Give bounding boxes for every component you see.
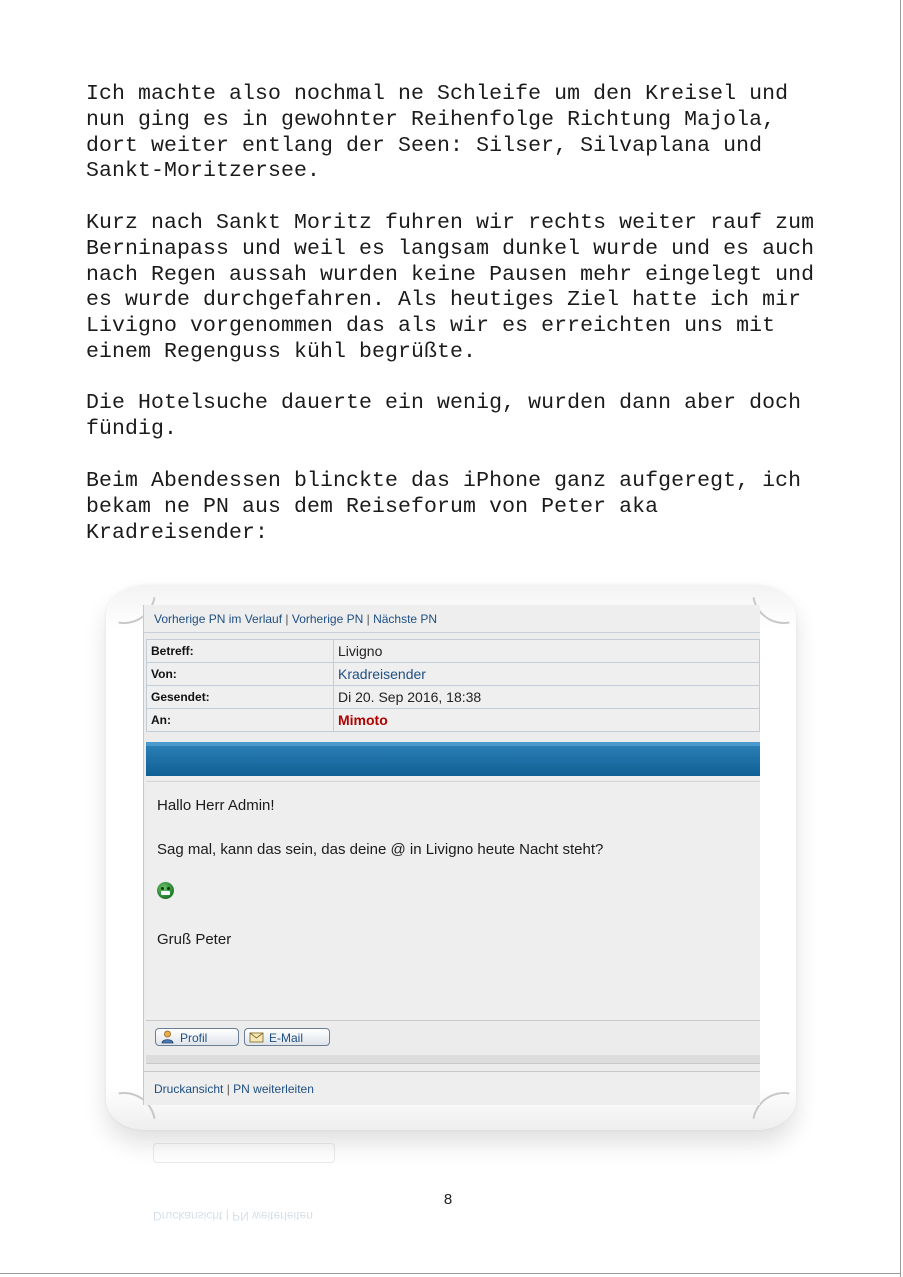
from-row (147, 663, 760, 686)
message-text: Sag mal, kann das sein, das deine @ in Livigno heute Nacht steht? (157, 841, 604, 858)
sent-row (147, 686, 760, 709)
reflection-separator: | (225, 1209, 229, 1223)
subject-label: Betreff: (147, 640, 334, 663)
grin-smiley-icon (157, 882, 174, 899)
forward-pm-link[interactable]: PN weiterleiten (233, 1082, 314, 1096)
prev-pm-in-thread-link[interactable]: Vorherige PN im Verlauf (154, 612, 283, 626)
reflection-print-view: Druckansicht (153, 1209, 223, 1223)
sent-label: Gesendet: (147, 686, 334, 709)
to-label: An: (147, 709, 334, 732)
pm-nav-top (144, 605, 760, 633)
pm-header-table (146, 639, 760, 732)
reflection-forward: PN weiterleiten (232, 1209, 313, 1223)
message-greeting: Hallo Herr Admin! (157, 797, 275, 814)
email-button-label: E-Mail (269, 1031, 304, 1045)
nav-separator: | (285, 612, 289, 626)
prev-pm-link[interactable]: Vorherige PN (291, 612, 364, 626)
profile-button[interactable] (155, 1028, 239, 1046)
reflection-buttons (153, 1143, 335, 1163)
subject-row (147, 640, 760, 663)
paragraph-2: Kurz nach Sankt Moritz fuhren wir rechts weiter rauf zum Berninapass und weil es langsam dunkel wurde und es auch nach Regen aussah wurden keine Pausen mehr eingelegt und es wurde durchgefahren. Als heutiges Ziel hatte ich mir Livigno vorgenommen das als wir es erreichten uns mit einem Regenguss kühl begrüßte. (86, 211, 815, 364)
message-signature: Gruß Peter (157, 931, 232, 948)
paragraph-3: Die Hotelsuche dauerte ein wenig, wurden dann aber doch fündig. (86, 391, 802, 441)
from-user-link[interactable]: Kradreisender (334, 663, 760, 686)
message-header-bar (146, 742, 760, 776)
to-row (147, 709, 760, 732)
page-edge-right (900, 0, 901, 1277)
page-number: 8 (443, 1191, 453, 1208)
paragraph-1: Ich machte also nochmal ne Schleife um den Kreisel und nun ging es in gewohnter Reihenfolge Richtung Majola, dort weiter entlang der Seen: Silser, Silvaplana und Sankt-Moritzersee. (86, 82, 789, 184)
private-message-screenshot (143, 605, 760, 1105)
envelope-icon (249, 1030, 264, 1044)
reflection-nav (153, 1209, 313, 1223)
print-view-link[interactable]: Druckansicht (154, 1082, 224, 1096)
subject-value: Livigno (334, 640, 760, 663)
pm-nav-bottom (144, 1071, 760, 1105)
paragraph-4: Beim Abendessen blinckte das iPhone ganz aufgeregt, ich bekam ne PN aus dem Reiseforum von Peter aka Kradreisender: (86, 469, 802, 545)
smiley-eye (167, 887, 170, 890)
nav-separator: | (366, 612, 370, 626)
smiley-teeth (161, 891, 170, 895)
to-user-link[interactable]: Mimoto (334, 709, 760, 732)
profile-button-label: Profil (180, 1031, 208, 1045)
user-icon (160, 1030, 175, 1044)
nav-separator: | (226, 1082, 230, 1096)
footer-strip (146, 1055, 760, 1064)
next-pm-link[interactable]: Nächste PN (373, 612, 438, 626)
smiley-eye (161, 887, 164, 890)
sent-value: Di 20. Sep 2016, 18:38 (334, 686, 760, 709)
from-label: Von: (147, 663, 334, 686)
email-button[interactable] (244, 1028, 330, 1046)
message-body (146, 781, 760, 1021)
